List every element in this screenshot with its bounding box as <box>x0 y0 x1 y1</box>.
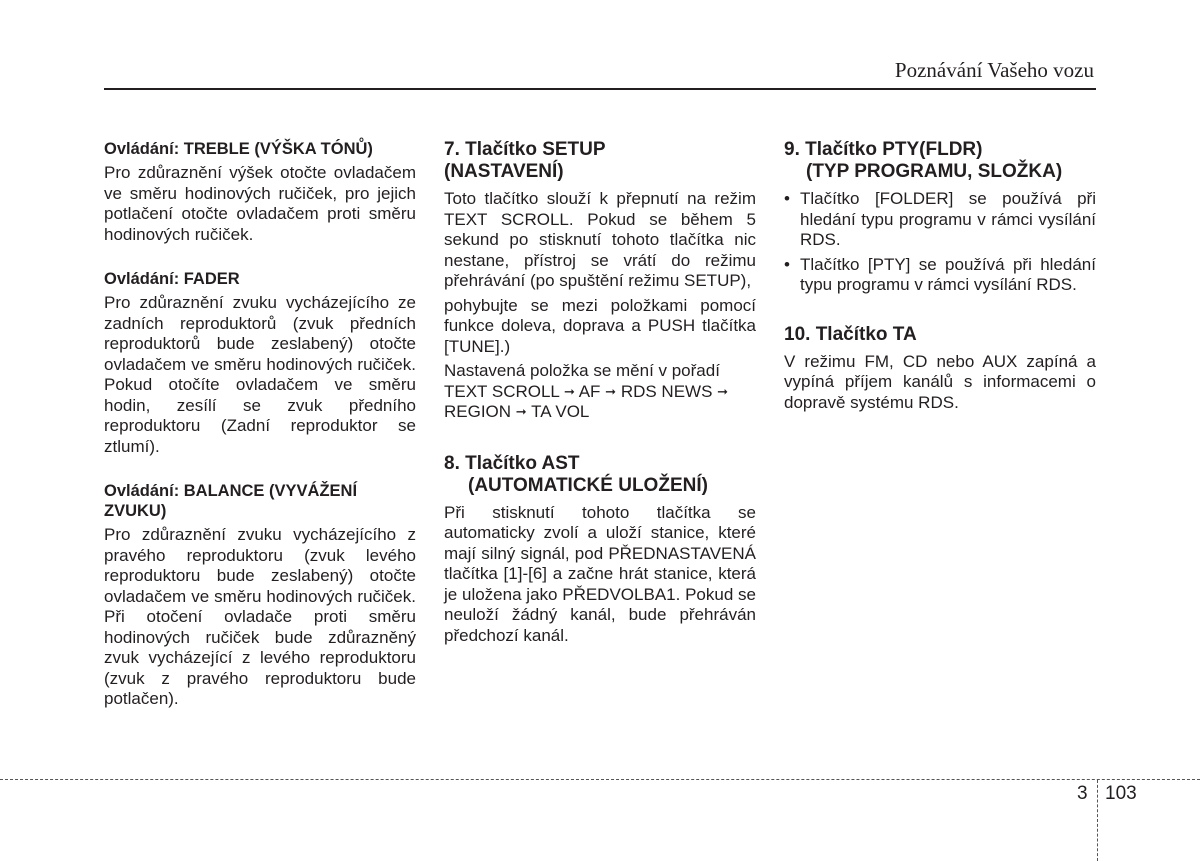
pty-heading-line2: (TYP PROGRAMU, SLOŽKA) <box>806 161 1063 182</box>
ast-heading <box>444 453 756 497</box>
seq-item-rds-news: RDS NEWS <box>620 381 713 401</box>
setup-sequence <box>444 382 756 423</box>
header-title: Poznávání Vašeho vozu <box>894 58 1094 82</box>
page-number: 103 <box>1105 783 1137 804</box>
setup-heading-line1: 7. Tlačítko SETUP <box>444 139 606 160</box>
seq-item-af: AF <box>578 381 601 401</box>
setup-heading <box>444 139 756 183</box>
bullet-icon: • <box>784 189 790 208</box>
seq-item-text-scroll: TEXT SCROLL <box>444 381 560 401</box>
fader-heading: Ovládání: FADER <box>104 270 240 288</box>
ast-heading-line2: (AUTOMATICKÉ ULOŽENÍ) <box>468 474 708 496</box>
bullet-text: Tlačítko [FOLDER] se používá při hledání typu programu v rámci vysílání RDS. <box>800 189 1096 249</box>
chapter-number: 3 <box>1077 783 1088 804</box>
ta-text: V režimu FM, CD nebo AUX zapíná a vypíná příjem kanálů s informacemi o dopravě systému RDS. <box>784 351 1096 412</box>
bullet-text: Tlačítko [PTY] se používá při hledání typu programu v rámci vysílání RDS. <box>800 254 1096 294</box>
pty-heading-line1: 9. Tlačítko PTY(FLDR) <box>784 139 983 160</box>
footer-rule <box>0 779 1200 780</box>
seq-item-region: REGION <box>444 402 512 421</box>
right-arrow-icon: ➞ <box>515 404 527 419</box>
setup-heading-line2: (NASTAVENÍ) <box>444 161 564 182</box>
treble-heading: Ovládání: TREBLE (VÝŠKA TÓNŮ) <box>104 140 373 158</box>
pty-bullet-list <box>784 189 1096 296</box>
treble-text: Pro zdůraznění výšek otočte ovladačem ve směru hodinových ručiček, pro jejich potlačení otočte ovladačem proti směru hodinových ručiček. <box>104 163 416 244</box>
setup-text-3: Nastavená položka se mění v pořadí <box>444 361 720 380</box>
header-rule <box>104 88 1096 90</box>
bullet-icon: • <box>784 254 790 274</box>
list-item <box>784 255 1096 296</box>
setup-text-1: Toto tlačítko slouží k přepnutí na režim TEXT SCROLL. Pokud se během 5 sekund po stisknutí tohoto tlačítka nic nestane, přístroj se vrátí do režimu přehrávání (po spuštění režimu SETUP), <box>444 189 756 290</box>
right-arrow-icon: ➞ <box>564 383 575 399</box>
setup-text-2: pohybujte se mezi položkami pomocí funkce doleva, doprava a PUSH tlačítka [TUNE].) <box>444 295 756 356</box>
pty-heading <box>784 139 1096 183</box>
footer-divider <box>1097 780 1098 861</box>
column-right <box>784 139 1096 413</box>
ast-heading-line1: 8. Tlačítko AST <box>444 452 580 474</box>
column-left <box>104 139 416 710</box>
ast-text: Při stisknutí tohoto tlačítka se automaticky zvolí a uloží stanice, které mají silný signál, pod PŘEDNASTAVENÁ tlačítka [1]-[6] a začne hrát stanice, která je uložena jako PŘEDVOLBA1. Pokud se neuloží žádný kanál, bude přehráván předchozí kanál. <box>444 502 756 645</box>
seq-item-ta-vol: TA VOL <box>531 402 590 421</box>
right-arrow-icon: ➞ <box>717 383 729 399</box>
ta-heading: 10. Tlačítko TA <box>784 323 917 345</box>
balance-text: Pro zdůraznění zvuku vycházejícího z pravého reproduktoru (zvuk levého reproduktoru bude zeslabený) otočte ovladačem ve směru hodinových ručiček. Při otočení ovladače proti směru hodinových ručiček bude zdůrazněný zvuk vycházející z levého reproduktoru (zvuk z pravého reproduktoru bude potlačen). <box>104 525 416 708</box>
list-item <box>784 189 1096 251</box>
balance-heading: Ovládání: BALANCE (VYVÁŽENÍ ZVUKU) <box>104 482 358 520</box>
right-arrow-icon: ➞ <box>605 383 617 399</box>
fader-text: Pro zdůraznění zvuku vycházejícího ze zadních reproduktorů (zvuk předních reproduktorů bude zeslabený) otočte ovladačem ve směru hodinových ručiček. Pokud otočíte ovladačem ve směru hodin, zesílí se zvuk předního reproduktoru (Zadní reproduktor se ztlumí). <box>104 293 416 456</box>
column-middle <box>444 139 756 646</box>
